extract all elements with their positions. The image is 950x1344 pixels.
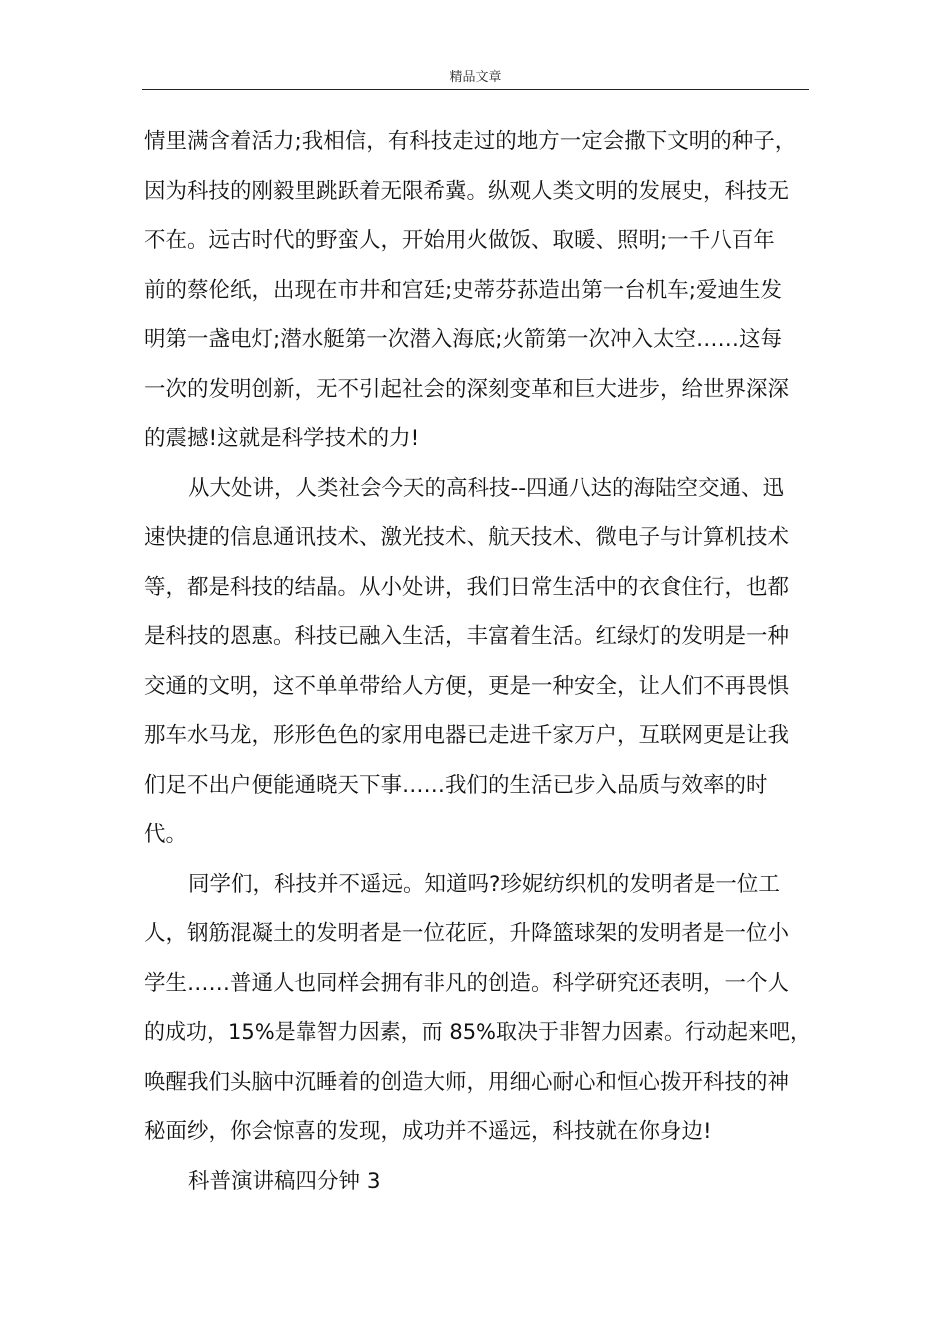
text-line: 代。 (144, 822, 188, 847)
page-header: 精品文章 (449, 70, 502, 85)
text-line: 不在。远古时代的野蛮人，开始用火做饭、取暖、照明;一千八百年 (144, 228, 775, 253)
text-line: 的成功，15%是靠智力因素，而 85%取决于非智力因素。行动起来吧， (144, 1020, 811, 1045)
text-line: 交通的文明，这不单单带给人方便，更是一种安全，让人们不再畏惧 (144, 673, 790, 699)
text-line: 明第一盏电灯;潜水艇第一次潜入海底;火箭第一次冲入太空……这每 (144, 327, 782, 352)
text-line: 唤醒我们头脑中沉睡着的创造大师，用细心耐心和恒心拨开科技的神 (144, 1069, 790, 1095)
paragraph-2 (144, 464, 811, 860)
text-line: 速快捷的信息通讯技术、激光技术、航天技术、微电子与计算机技术 (144, 525, 790, 550)
paragraph-3 (144, 860, 811, 1157)
text-line: 们足不出户便能通晓天下事……我们的生活已步入品质与效率的时 (144, 772, 768, 798)
text-line: 那车水马龙，形形色色的家用电器已走进千家万户，互联网更是让我 (144, 723, 790, 748)
text-line: 等，都是科技的结晶。从小处讲，我们日常生活中的衣食住行，也都 (144, 574, 790, 600)
text-line: 学生……普通人也同样会拥有非凡的创造。科学研究还表明，一个人 (144, 970, 790, 996)
article-body (144, 117, 811, 1206)
text-line: 一次的发明创新，无不引起社会的深刻变革和巨大进步，给世界深深 (144, 376, 790, 402)
paragraph-1 (144, 117, 811, 464)
text-line: 是科技的恩惠。科技已融入生活，丰富着生活。红绿灯的发明是一种 (144, 624, 790, 649)
text-line: 从大处讲，人类社会今天的高科技--四通八达的海陆空交通、迅 (188, 475, 785, 501)
text-line: 人，钢筋混凝土的发明者是一位花匠，升降篮球架的发明者是一位小 (144, 921, 790, 946)
text-line: 同学们，科技并不遥远。知道吗?珍妮纺织机的发明者是一位工 (188, 871, 780, 897)
text-line: 因为科技的刚毅里跳跃着无限希冀。纵观人类文明的发展史，科技无 (144, 178, 790, 204)
text-line: 的震撼!这就是科学技术的力! (144, 426, 420, 451)
text-line: 情里满含着活力;我相信，有科技走过的地方一定会撒下文明的种子， (144, 129, 797, 154)
header-divider (142, 89, 809, 90)
paragraph-4 (144, 1157, 811, 1207)
text-line: 秘面纱，你会惊喜的发现，成功并不遥远，科技就在你身边! (144, 1119, 712, 1144)
section-heading: 科普演讲稿四分钟 3 (188, 1168, 381, 1194)
text-line: 前的蔡伦纸，出现在市井和宫廷;史蒂芬荪造出第一台机车;爱迪生发 (144, 277, 782, 303)
